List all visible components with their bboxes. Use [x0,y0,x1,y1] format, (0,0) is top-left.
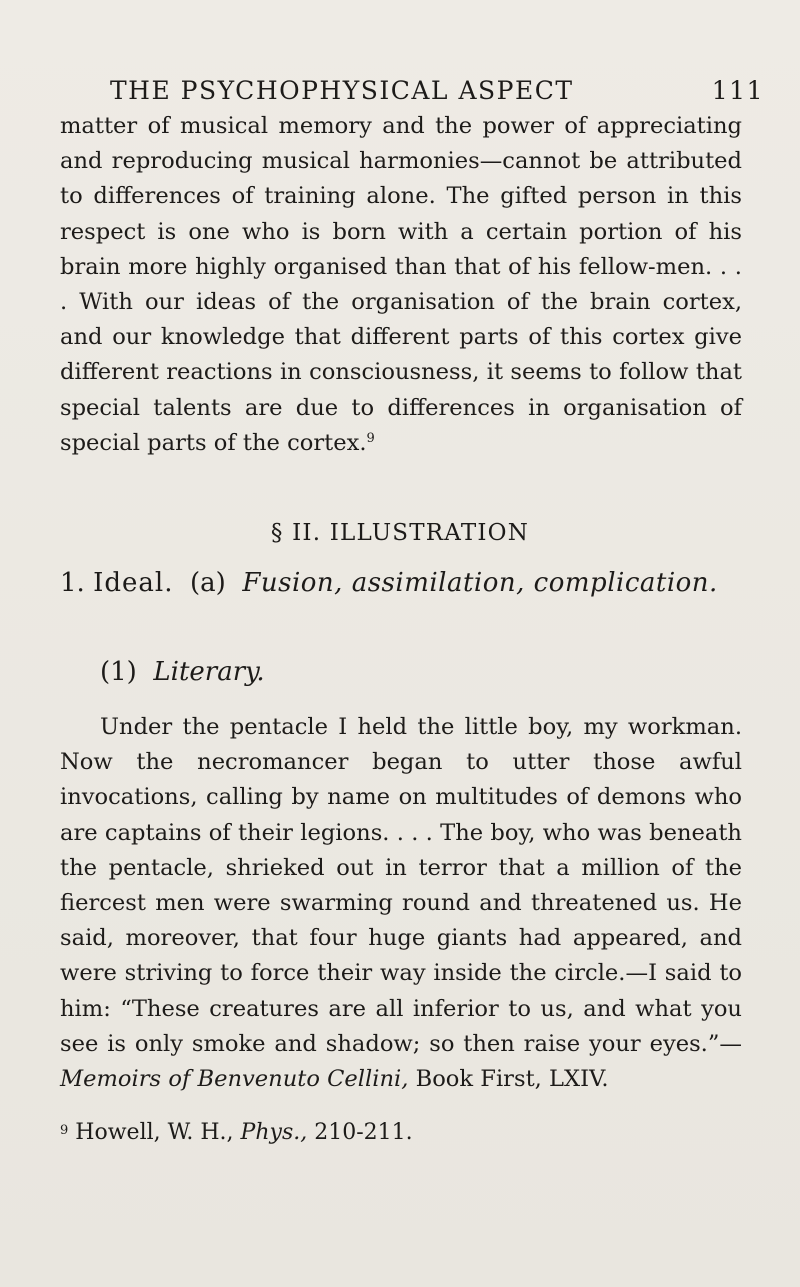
footnote-author: Howell, W. H., [75,1120,241,1145]
footnote-reference: 9 [366,430,375,446]
literary-number: (1) [100,657,137,687]
page-number: 111 [711,76,764,105]
literary-title: Literary. [153,657,265,687]
literary-heading [100,654,265,690]
footnote-journal: Phys., [240,1120,308,1145]
idea-subsection: (a) [190,568,226,598]
paragraph-1-text: matter of musical memory and the power of appreciating and reproducing musical harmonies—cannot be attributed to differences of training alone. The gifted person in this respect is one who is born with a certain portion of his brain more highly organised than that of his fellow-men. . . . With our ideas of the organisation of the brain cortex, and our knowledge that different parts of this cortex give different reactions in consciousness, it seems to follow that special talents are due to differences in organisation of special parts of the cortex. [60,113,742,456]
footnote-pages: 210-211. [307,1120,413,1145]
section-heading: § II. ILLUSTRATION [270,520,530,546]
body-paragraph-1 [60,109,742,461]
source-title: Memoirs of Benvenuto Cellini, [60,1066,409,1093]
source-rest: Book First, LXIV. [415,1066,609,1093]
footnote-mark: 9 [60,1123,69,1138]
idea-heading [60,565,750,601]
quote-text: Under the pentacle I held the little boy, my workman. Now the necromancer began to utter those awful invocations, calling by name on multitudes of demons who are captains of their legions. . . . The boy, who was beneath the pentacle, shrieked out in terror that a million of the fiercest men were swarming round and threatened us. He said, moreover, that four huge giants had appeared, and were striving to force their way inside the circle.—I said to him: “These creatures are all inferior to us, and what you see is only smoke and shadow; so then raise your eyes.”— [60,714,742,1057]
running-head-title: THE PSYCHOPHYSICAL ASPECT [110,76,574,105]
idea-number: 1. [60,568,85,598]
idea-title: Fusion, assimilation, complication. [242,568,718,598]
footnote [60,1118,750,1148]
idea-label: Ideal. [93,568,174,598]
body-paragraph-2 [60,710,742,1097]
